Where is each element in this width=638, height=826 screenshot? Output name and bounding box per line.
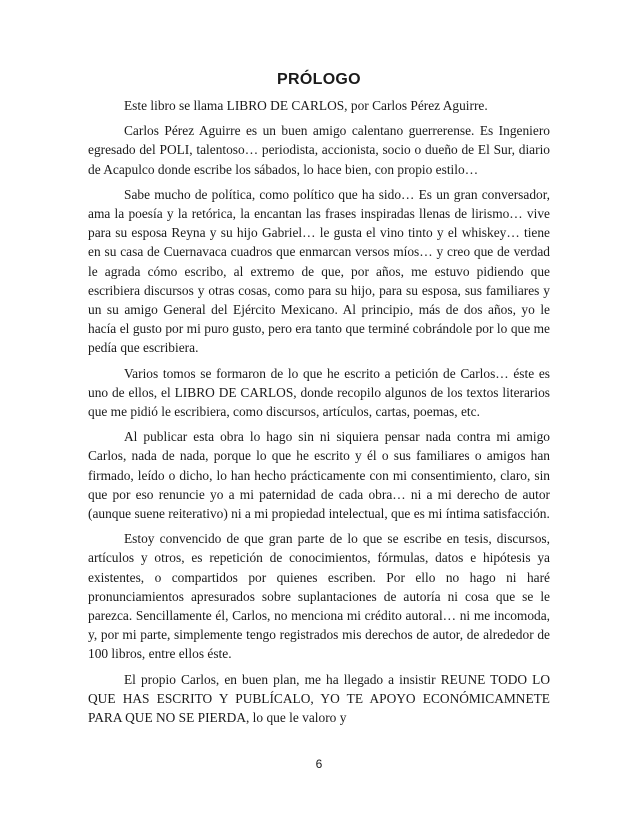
page-number: 6 xyxy=(315,757,323,771)
page-body xyxy=(88,70,550,733)
paragraph-5: Al publicar esta obra lo hago sin ni siquiera pensar nada contra mi amigo Carlos, nada de nada, porque lo que he escrito y él o sus familiares o amigos han firmado, leído o dicho, lo han hecho prácticamente con mi consentimiento, claro, sin que por eso renuncie yo a mi paternidad de cada obra… ni a mi derecho de autor (aunque suene reiterativo) ni a mi propiedad intelectual, que es mi íntima satisfacción. xyxy=(88,429,550,522)
paragraph-1: Este libro se llama LIBRO DE CARLOS, por Carlos Pérez Aguirre. xyxy=(124,98,488,113)
paragraph-4: Varios tomos se formaron de lo que he escrito a petición de Carlos… éste es uno de ellos, el LIBRO DE CARLOS, donde recopilo algunos de los textos literarios que me pidió le escribiera, como discursos, artículos, cartas, poemas, etc. xyxy=(88,365,550,420)
page-title: PRÓLOGO xyxy=(277,71,361,88)
paragraph-7: El propio Carlos, en buen plan, me ha llegado a insistir REUNE TODO LO QUE HAS ESCRITO Y PUBLÍCALO, YO TE APOYO ECONÓMICAMNETE PARA QUE NO SE PIERDA, lo que le valoro y xyxy=(88,671,550,726)
paragraph-3: Sabe mucho de política, como político que ha sido… Es un gran conversador, ama la poesía y la retórica, la encantan las frases inspiradas llenas de lirismo… vive para su esposa Reyna y su hijo Gabriel… le gusta el vino tinto y el whiskey… tiene en su casa de Cuernavaca cuadros que enmarcan versos míos… y creo que de verdad le agrada cómo escribo, al extremo de que, por años, me estuvo pidiendo que escribiera discursos y otras cosas, como para su hijo, para su esposa, sus familiares y un su amigo General del Ejército Mexicano. Al principio, más de dos años, yo le hacía el gusto por mi puro gusto, pero era tanto que terminé cobrándole por lo que me pedía que escribiera. xyxy=(88,186,550,356)
paragraph-2: Carlos Pérez Aguirre es un buen amigo calentano guerrerense. Es Ingeniero egresado del POLI, talentoso… periodista, accionista, socio o dueño de El Sur, diario de Acapulco donde escribe los sábados, lo hace bien, con propio estilo… xyxy=(88,123,550,177)
paragraph-6: Estoy convencido de que gran parte de lo que se escribe en tesis, discursos, artículos y otros, es repetición de conocimientos, fórmulas, datos e hipótesis ya existentes, o compartidos por quienes escriben. Por ello no hago ni haré pronunciamientos apresurados sobre suplantaciones de autoría ni cosa que se le parezca. Sencillamente él, Carlos, no menciona mi crédito autoral… ni me incomoda, y, por mi parte, simplemente tengo registrados mis derechos de autor, de alrededor de 100 libros, entre ellos éste. xyxy=(88,531,550,662)
